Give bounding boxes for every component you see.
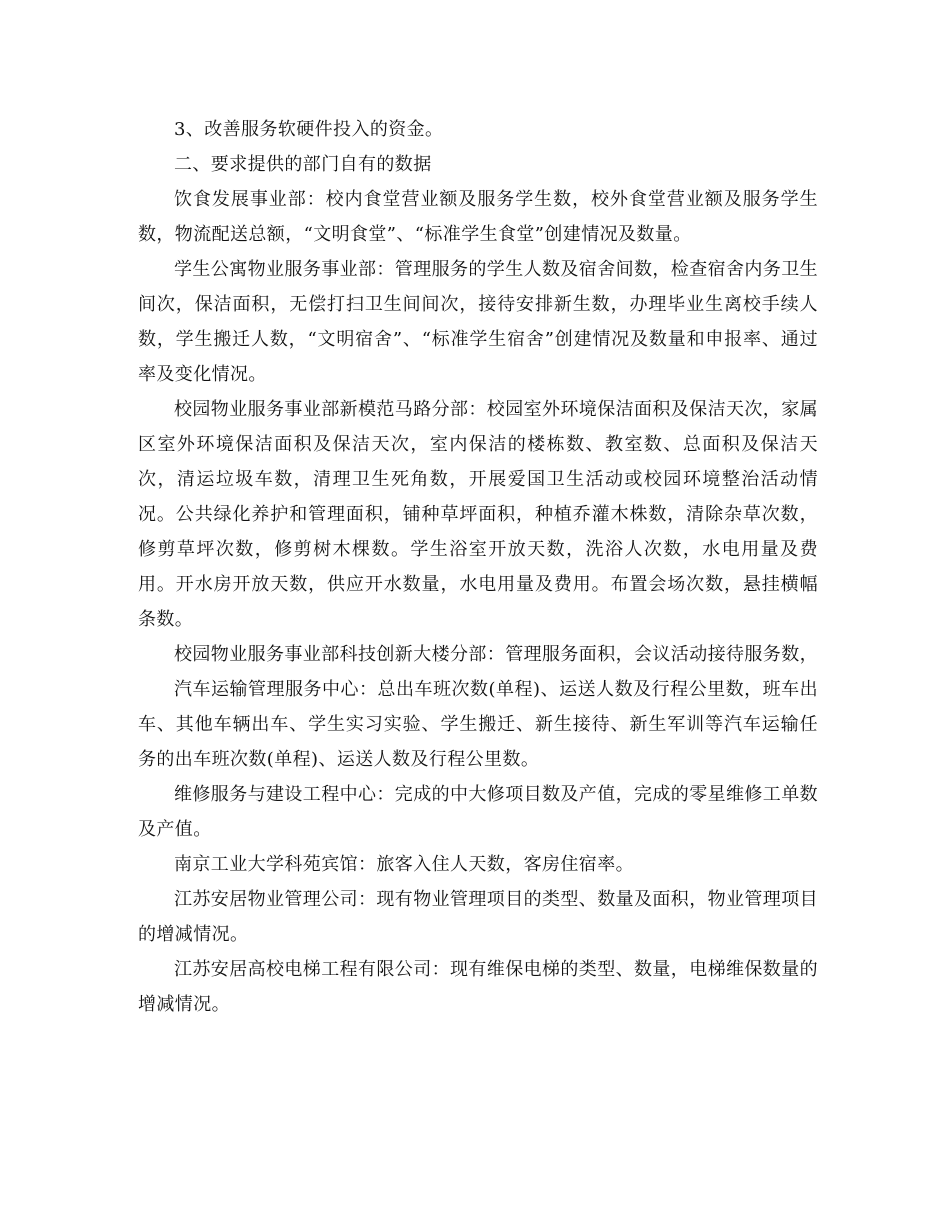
paragraph-campus-property-tech-building: 校园物业服务事业部科技创新大楼分部：管理服务面积，会议活动接待服务数， (174, 644, 818, 665)
paragraph-campus-property-mofan: 校园物业服务事业部新模范马路分部：校园室外环境保洁面积及保洁天次，家属区室外环境保洁面积及保洁天次，室内保洁的楼栋数、教室数、总面积及保洁天次，清运垃圾车数，清理卫生死角数，开展爱国卫生活动或校园环境整治活动情况。公共绿化养护和管理面积，铺种草坪面积，种植乔灌木株数，清除杂草次数，修剪草坪次数，修剪树木棵数。学生浴室开放天数，洗浴人次数，水电用量及费用。开水房开放天数，供应开水数量，水电用量及费用。布置会场次数，悬挂横幅条数。 (138, 399, 818, 630)
paragraph-elevator-company: 江苏安居高校电梯工程有限公司：现有维保电梯的类型、数量，电梯维保数量的增减情况。 (138, 959, 818, 1015)
paragraph-funding-item: 3、改善服务软硬件投入的资金。 (174, 119, 444, 140)
paragraph-student-apartment: 学生公寓物业服务事业部：管理服务的学生人数及宿舍间数，检查宿舍内务卫生间次，保洁面积，无偿打扫卫生间间次，接待安排新生数，办理毕业生离校手续人数，学生搬迁人数，“文明宿舍”、“标准学生宿舍”创建情况及数量和申报率、通过率及变化情况。 (138, 259, 818, 385)
paragraph-property-management-company: 江苏安居物业管理公司：现有物业管理项目的类型、数量及面积，物业管理项目的增减情况。 (138, 889, 818, 945)
section-heading-department-data: 二、要求提供的部门自有的数据 (174, 154, 432, 175)
document-body (138, 112, 818, 1022)
paragraph-hotel: 南京工业大学科苑宾馆：旅客入住人天数，客房住宿率。 (174, 854, 634, 875)
paragraph-maintenance-construction: 维修服务与建设工程中心：完成的中大修项目数及产值，完成的零星维修工单数及产值。 (138, 784, 818, 840)
paragraph-vehicle-transport: 汽车运输管理服务中心：总出车班次数(单程)、运送人数及行程公里数，班车出车、其他车辆出车、学生实习实验、学生搬迁、新生接待、新生军训等汽车运输任务的出车班次数(单程)、运送人数及行程公里数。 (138, 679, 818, 770)
paragraph-catering: 饮食发展事业部：校内食堂营业额及服务学生数，校外食堂营业额及服务学生数，物流配送总额，“文明食堂”、“标准学生食堂”创建情况及数量。 (138, 189, 818, 245)
